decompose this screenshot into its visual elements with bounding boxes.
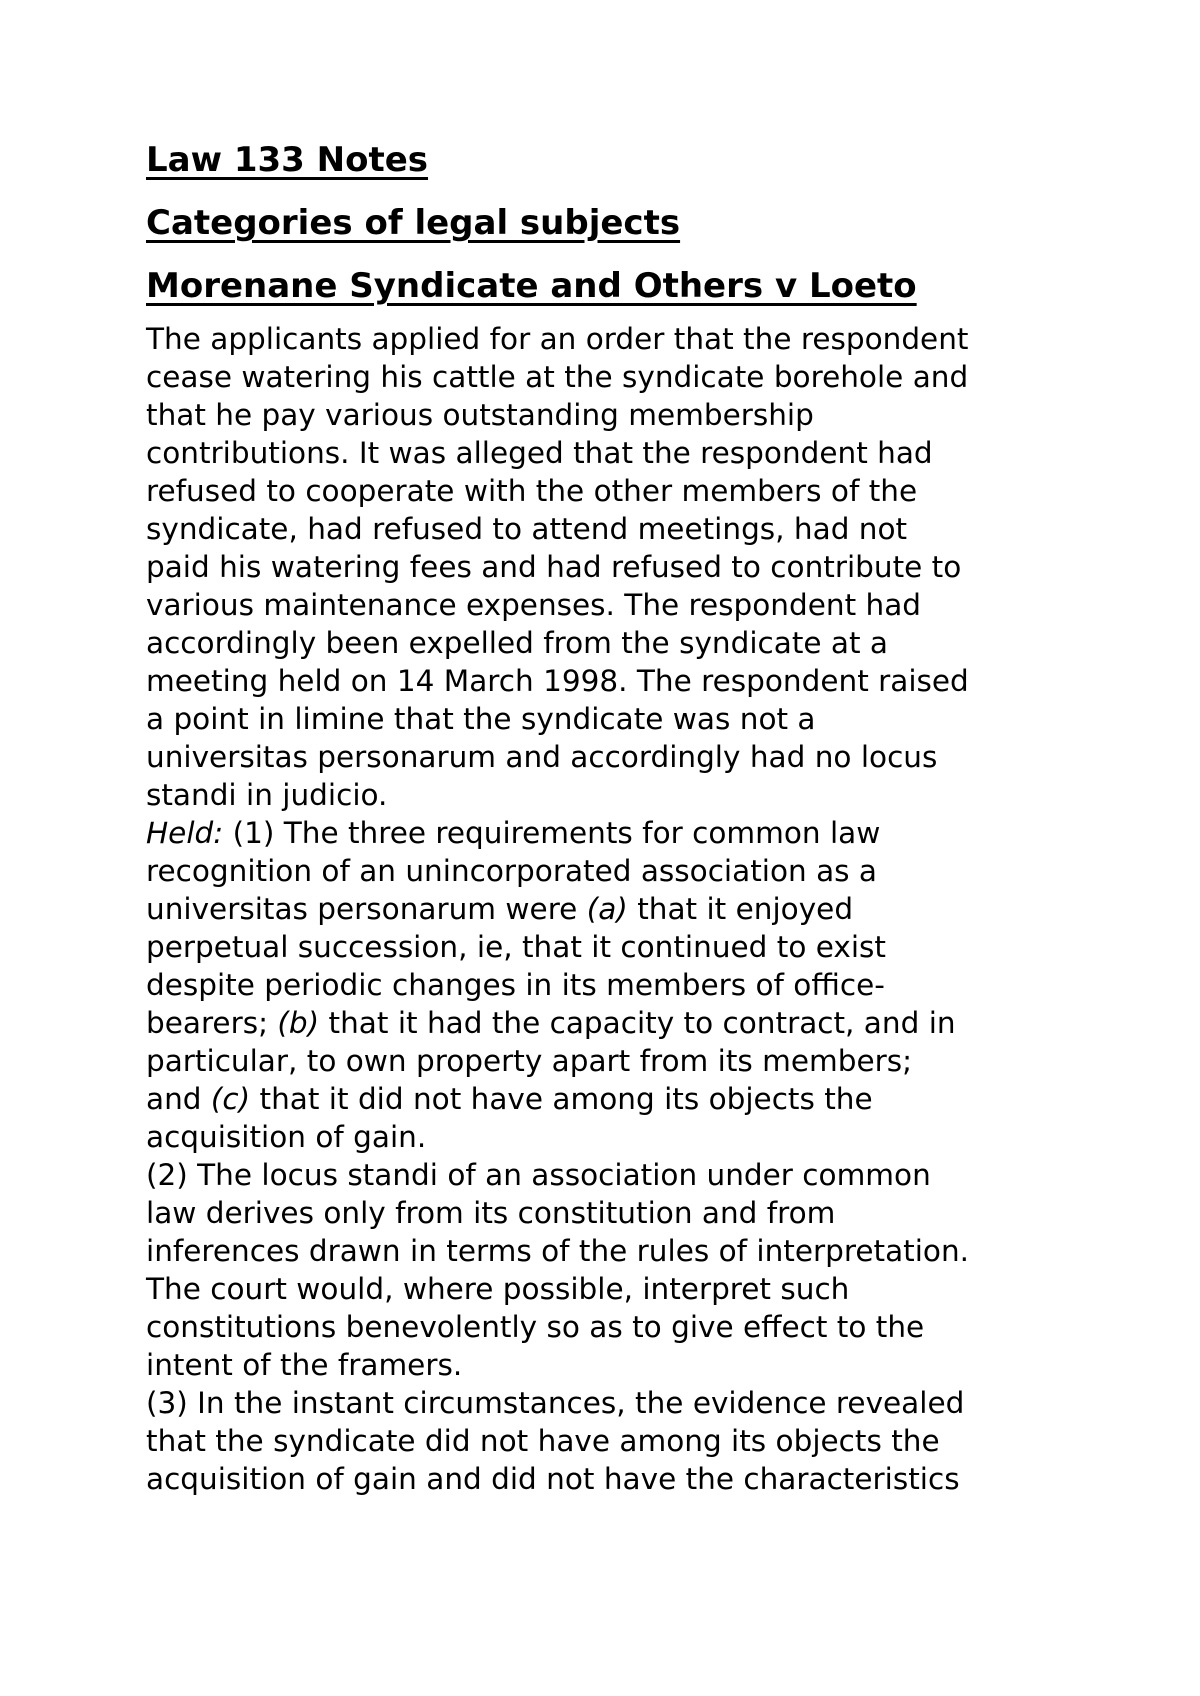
- held-line: acquisition of gain.: [146, 1120, 427, 1154]
- facts-line: universitas personarum and accordingly had no locus: [146, 740, 938, 774]
- document-title: Law 133 Notes: [146, 140, 429, 180]
- facts-line: various maintenance expenses. The respondent had: [146, 588, 922, 622]
- facts-line: a point in limine that the syndicate was not a: [146, 702, 816, 736]
- held-line: [146, 1004, 1076, 1042]
- section-heading: Categories of legal subjects: [146, 203, 681, 243]
- held-label: Held:: [146, 816, 224, 850]
- case-heading: Morenane Syndicate and Others v Loeto: [146, 266, 917, 306]
- facts-line: standi in judicio.: [146, 778, 388, 812]
- point-3-line: (3) In the instant circumstances, the evidence revealed: [146, 1386, 965, 1420]
- facts-line: contributions. It was alleged that the respondent had: [146, 436, 933, 470]
- held-text: and: [146, 1082, 211, 1116]
- held-text: that it did not have among its objects the: [250, 1082, 873, 1116]
- facts-line: accordingly been expelled from the syndicate at a: [146, 626, 889, 660]
- held-line: [146, 1080, 1076, 1118]
- document-page: [146, 140, 1076, 1498]
- facts-line: syndicate, had refused to attend meetings, had not: [146, 512, 908, 546]
- held-text: that it had the capacity to contract, and in: [319, 1006, 956, 1040]
- held-line: recognition of an unincorporated association as a: [146, 854, 877, 888]
- point-3-line: acquisition of gain and did not have the characteristics: [146, 1462, 960, 1496]
- held-marker-a: (a): [586, 892, 628, 926]
- point-3-line: that the syndicate did not have among its objects the: [146, 1424, 940, 1458]
- held-text: that it enjoyed: [627, 892, 854, 926]
- held-line: despite periodic changes in its members of office-: [146, 968, 885, 1002]
- facts-line: that he pay various outstanding membership: [146, 398, 814, 432]
- held-text: bearers;: [146, 1006, 278, 1040]
- point-2-line: constitutions benevolently so as to give effect to the: [146, 1310, 925, 1344]
- held-line: [146, 890, 1076, 928]
- held-line: perpetual succession, ie, that it continued to exist: [146, 930, 886, 964]
- held-marker-b: (b): [277, 1006, 320, 1040]
- facts-line: meeting held on 14 March 1998. The respondent raised: [146, 664, 969, 698]
- facts-line: The applicants applied for an order that the respondent: [146, 322, 969, 356]
- facts-line: cease watering his cattle at the syndicate borehole and: [146, 360, 969, 394]
- case-summary: [146, 320, 1076, 1498]
- held-text: (1) The three requirements for common law: [223, 816, 881, 850]
- facts-line: refused to cooperate with the other members of the: [146, 474, 918, 508]
- point-2-line: law derives only from its constitution and from: [146, 1196, 836, 1230]
- held-line: [146, 814, 1076, 852]
- point-2-line: intent of the framers.: [146, 1348, 463, 1382]
- held-line: particular, to own property apart from its members;: [146, 1044, 913, 1078]
- point-2-line: (2) The locus standi of an association under common: [146, 1158, 931, 1192]
- point-2-line: The court would, where possible, interpret such: [146, 1272, 850, 1306]
- held-text: universitas personarum were: [146, 892, 587, 926]
- facts-line: paid his watering fees and had refused to contribute to: [146, 550, 962, 584]
- point-2-line: inferences drawn in terms of the rules of interpretation.: [146, 1234, 970, 1268]
- held-marker-c: (c): [210, 1082, 251, 1116]
